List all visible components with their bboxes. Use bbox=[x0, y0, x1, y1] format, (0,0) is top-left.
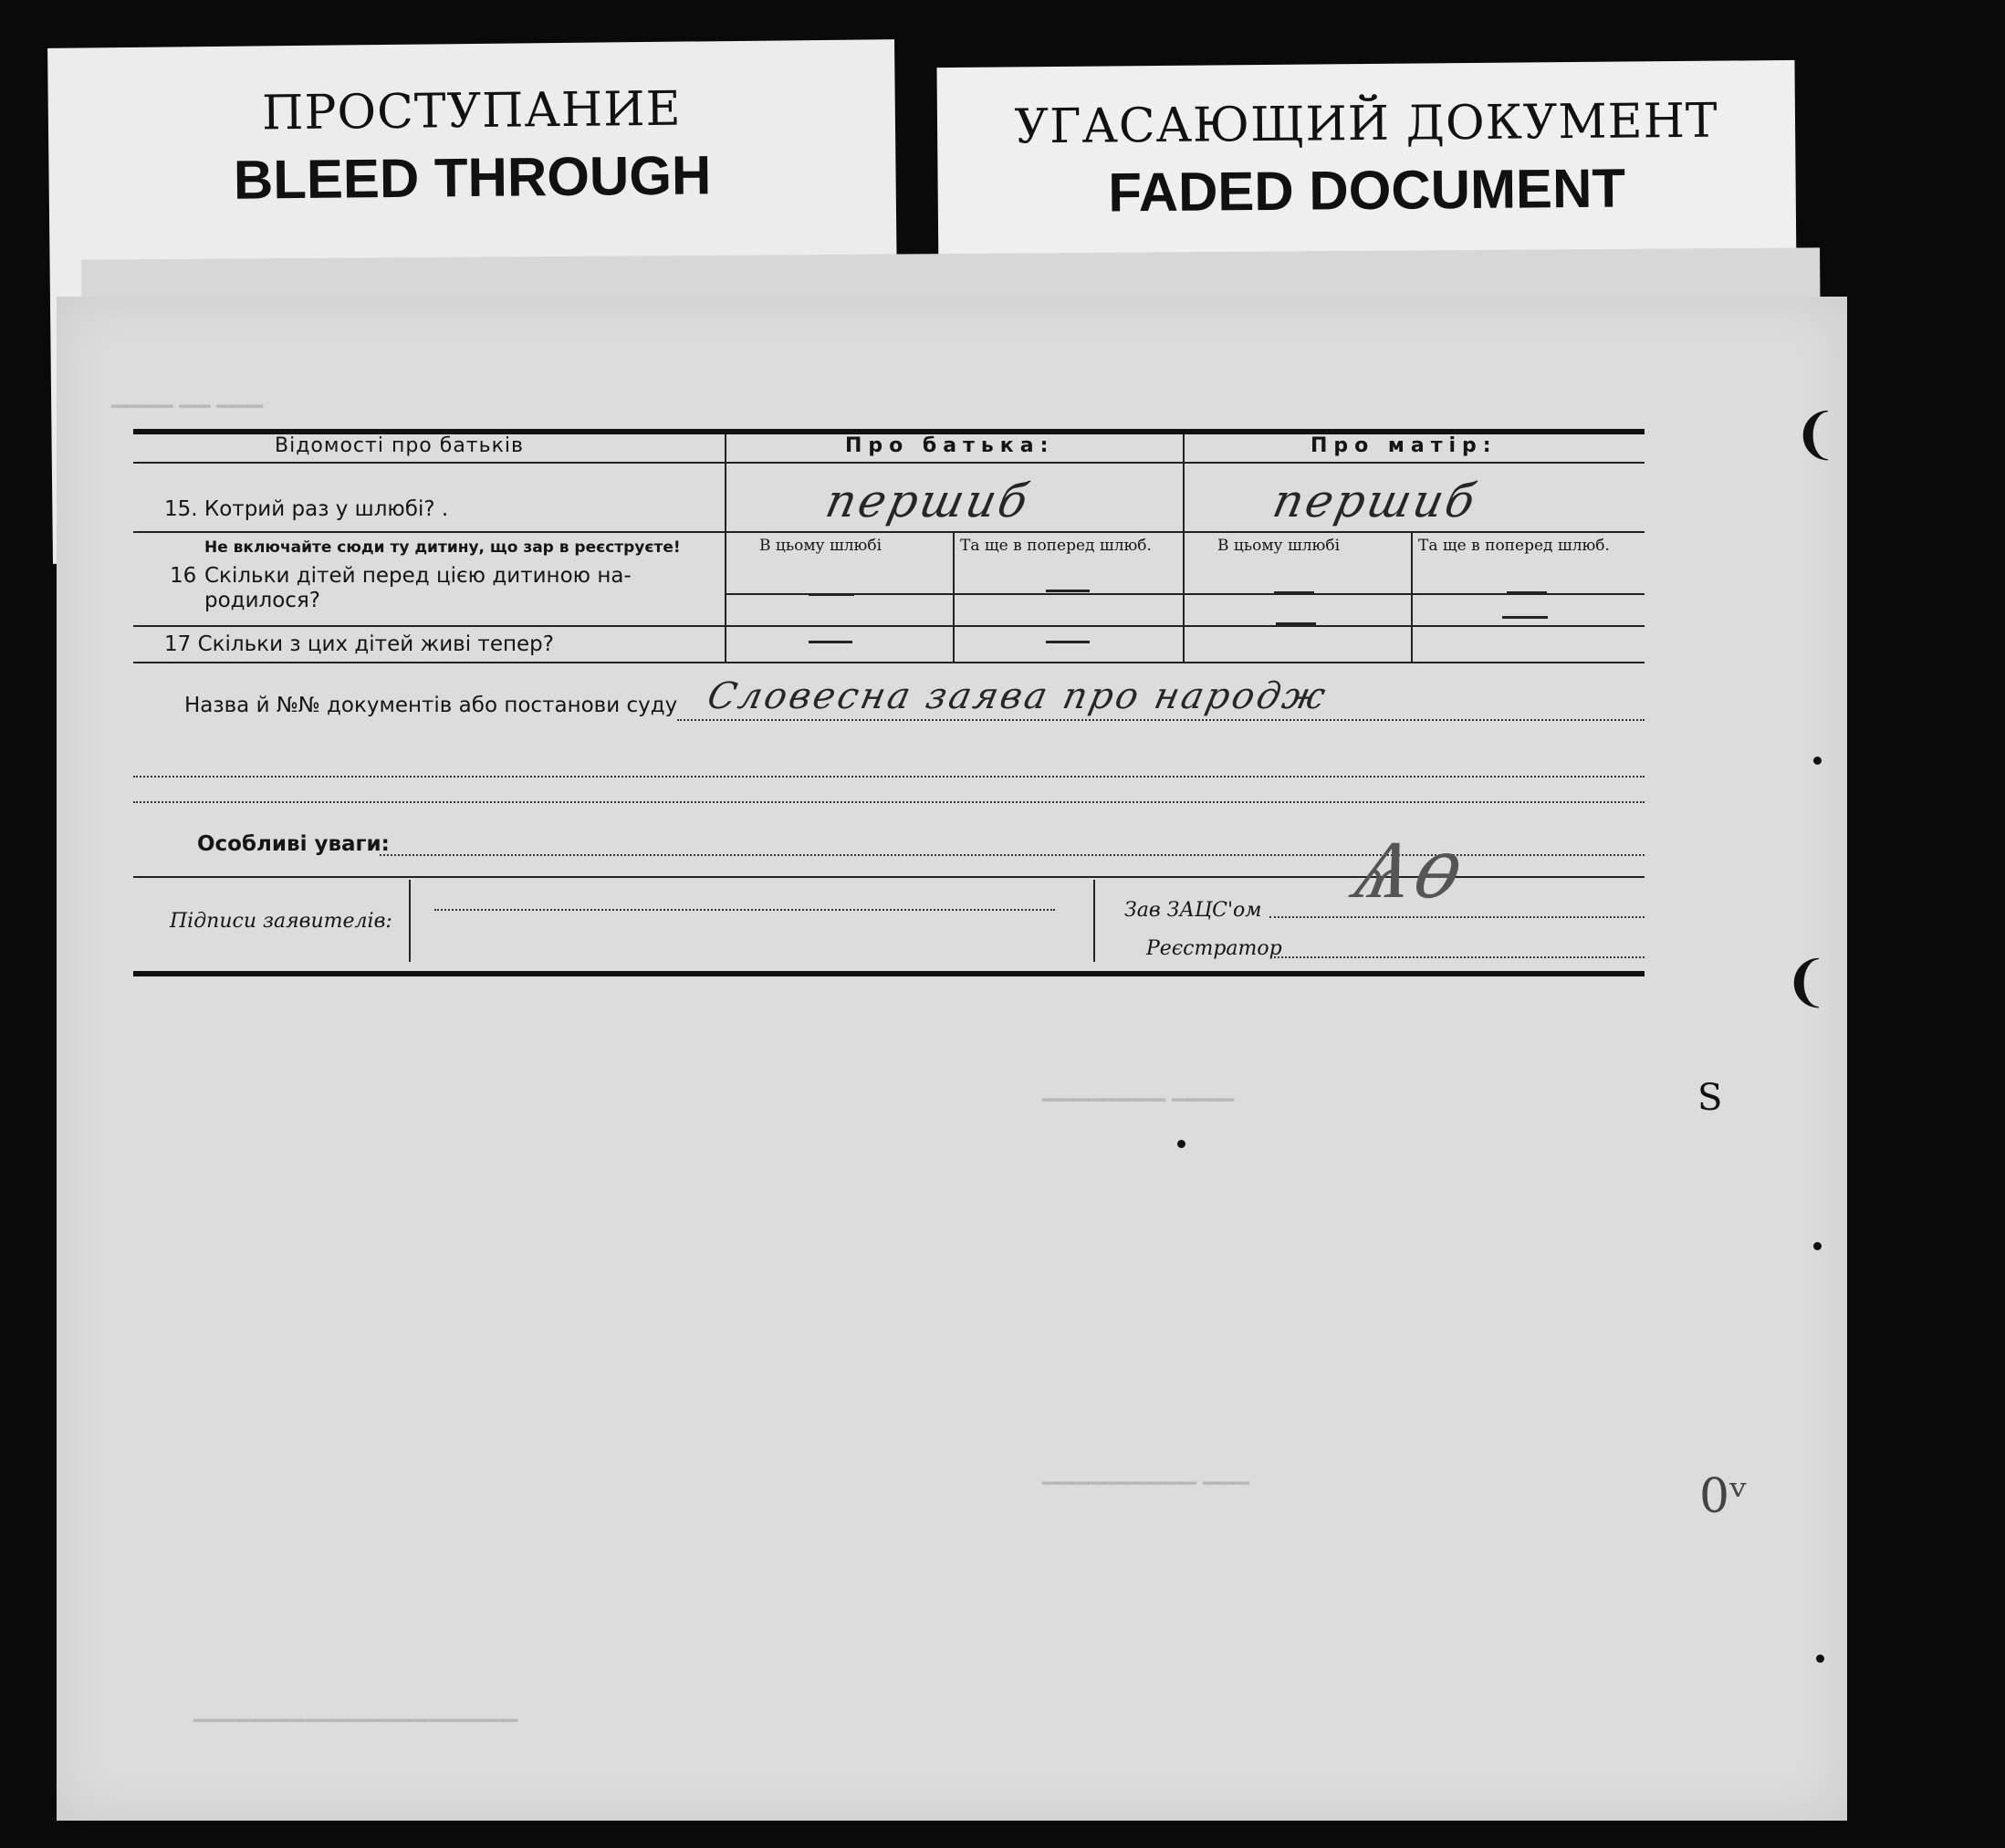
dash-value bbox=[1046, 641, 1090, 643]
documents-line-2 bbox=[133, 776, 1645, 778]
remarks-label: Особливі уваги: bbox=[197, 832, 390, 856]
margin-mark-2: 0ᵛ bbox=[1699, 1469, 1748, 1524]
bleed-mark: ▔▔▔▔ ▔▔ ▔▔▔ bbox=[111, 406, 264, 429]
row16-number: 16 bbox=[170, 564, 197, 588]
father-this-marriage: В цьому шлюбі bbox=[759, 537, 882, 555]
row16-note: Не включайте сюди ту дитину, що зар в реєструєте! bbox=[204, 538, 681, 557]
mother-prev-marriage: Та ще в попеpед шлюб. bbox=[1418, 537, 1610, 555]
dash-value bbox=[1046, 590, 1090, 592]
applicants-signatures-label: Підписи заявителів: bbox=[170, 910, 392, 933]
sig-divider bbox=[1093, 880, 1095, 962]
registrar-label: Реєстратор bbox=[1146, 937, 1282, 960]
sig-divider bbox=[409, 880, 411, 962]
head-signature: Ѧѳ bbox=[1345, 821, 1475, 917]
header-bottom-rule bbox=[133, 462, 1645, 464]
row15-label: 15. Котрий раз у шлюбі? . bbox=[164, 497, 449, 521]
documents-line bbox=[677, 719, 1645, 721]
registrar-sign-line bbox=[1274, 956, 1645, 958]
bleed-through-en: BLEED THROUGH bbox=[233, 144, 712, 211]
row16-label-line1: Скільки дітей перед цією дитиною на- bbox=[204, 564, 632, 588]
punch-dot bbox=[1816, 1655, 1824, 1663]
row17-label: 17 Скільки з цих дітей живі тепер? bbox=[164, 632, 554, 656]
edge-tear-mark: ❨ bbox=[1792, 402, 1839, 466]
bleed-mark: ▔▔▔▔▔▔▔▔ ▔▔▔▔ bbox=[1042, 1100, 1235, 1122]
header-parents-info: Відомості про батьків bbox=[275, 434, 524, 457]
col-divider bbox=[1411, 531, 1413, 662]
faded-document-en: FADED DOCUMENT bbox=[1108, 157, 1626, 224]
row16-bottom-rule bbox=[133, 625, 1645, 627]
applicant-sign-line bbox=[434, 909, 1055, 911]
faded-document-ru: УГАСАЮЩИЙ ДОКУМЕНТ bbox=[1014, 93, 1718, 155]
header-about-father: Про батька: bbox=[845, 434, 1055, 457]
bleed-mark: ▔▔▔▔▔▔▔▔▔▔▔▔▔▔▔▔▔▔▔▔▔ bbox=[193, 1720, 518, 1743]
dash-value bbox=[1276, 622, 1316, 625]
form-bottom-rule bbox=[133, 971, 1645, 976]
punch-dot bbox=[1813, 757, 1822, 765]
dash-value bbox=[809, 593, 854, 596]
dash-value bbox=[1274, 591, 1314, 594]
bleed-through-ru: ПРОСТУПАНИЕ bbox=[261, 81, 682, 141]
documents-value: Словесна заява про народж bbox=[704, 675, 1332, 717]
head-zags-label: Зав ЗАЦС'ом bbox=[1124, 899, 1262, 922]
header-about-mother: Про матір: bbox=[1311, 434, 1498, 457]
edge-tear-mark: ❨ bbox=[1783, 950, 1830, 1014]
head-sign-line bbox=[1269, 916, 1645, 918]
col-divider bbox=[953, 531, 955, 662]
row16-label-line2: родилося? bbox=[204, 589, 320, 612]
col-divider bbox=[725, 434, 726, 663]
row15-bottom-rule bbox=[133, 531, 1645, 533]
row15-father-value: першиб bbox=[820, 475, 1036, 527]
row15-mother-value: першиб bbox=[1268, 475, 1483, 527]
bleed-mark: ▔▔▔▔▔▔▔▔▔▔ ▔▔▔ bbox=[1042, 1483, 1249, 1506]
margin-mark-1: Ѕ bbox=[1697, 1077, 1723, 1119]
dash-value bbox=[809, 641, 852, 643]
mother-this-marriage: В цьому шлюбі bbox=[1217, 537, 1341, 555]
document-sheet bbox=[57, 297, 1847, 1821]
row17-bottom-rule bbox=[133, 662, 1645, 663]
documents-line-3 bbox=[133, 801, 1645, 803]
documents-label: Назва й №№ документів або постанови суду bbox=[184, 694, 678, 717]
ink-spot bbox=[1177, 1140, 1185, 1148]
dash-value bbox=[1502, 616, 1548, 619]
dash-value bbox=[1507, 591, 1547, 594]
punch-dot bbox=[1813, 1242, 1822, 1250]
father-prev-marriage: Та ще в попеpед шлюб. bbox=[960, 537, 1152, 555]
col-divider bbox=[1183, 434, 1185, 663]
